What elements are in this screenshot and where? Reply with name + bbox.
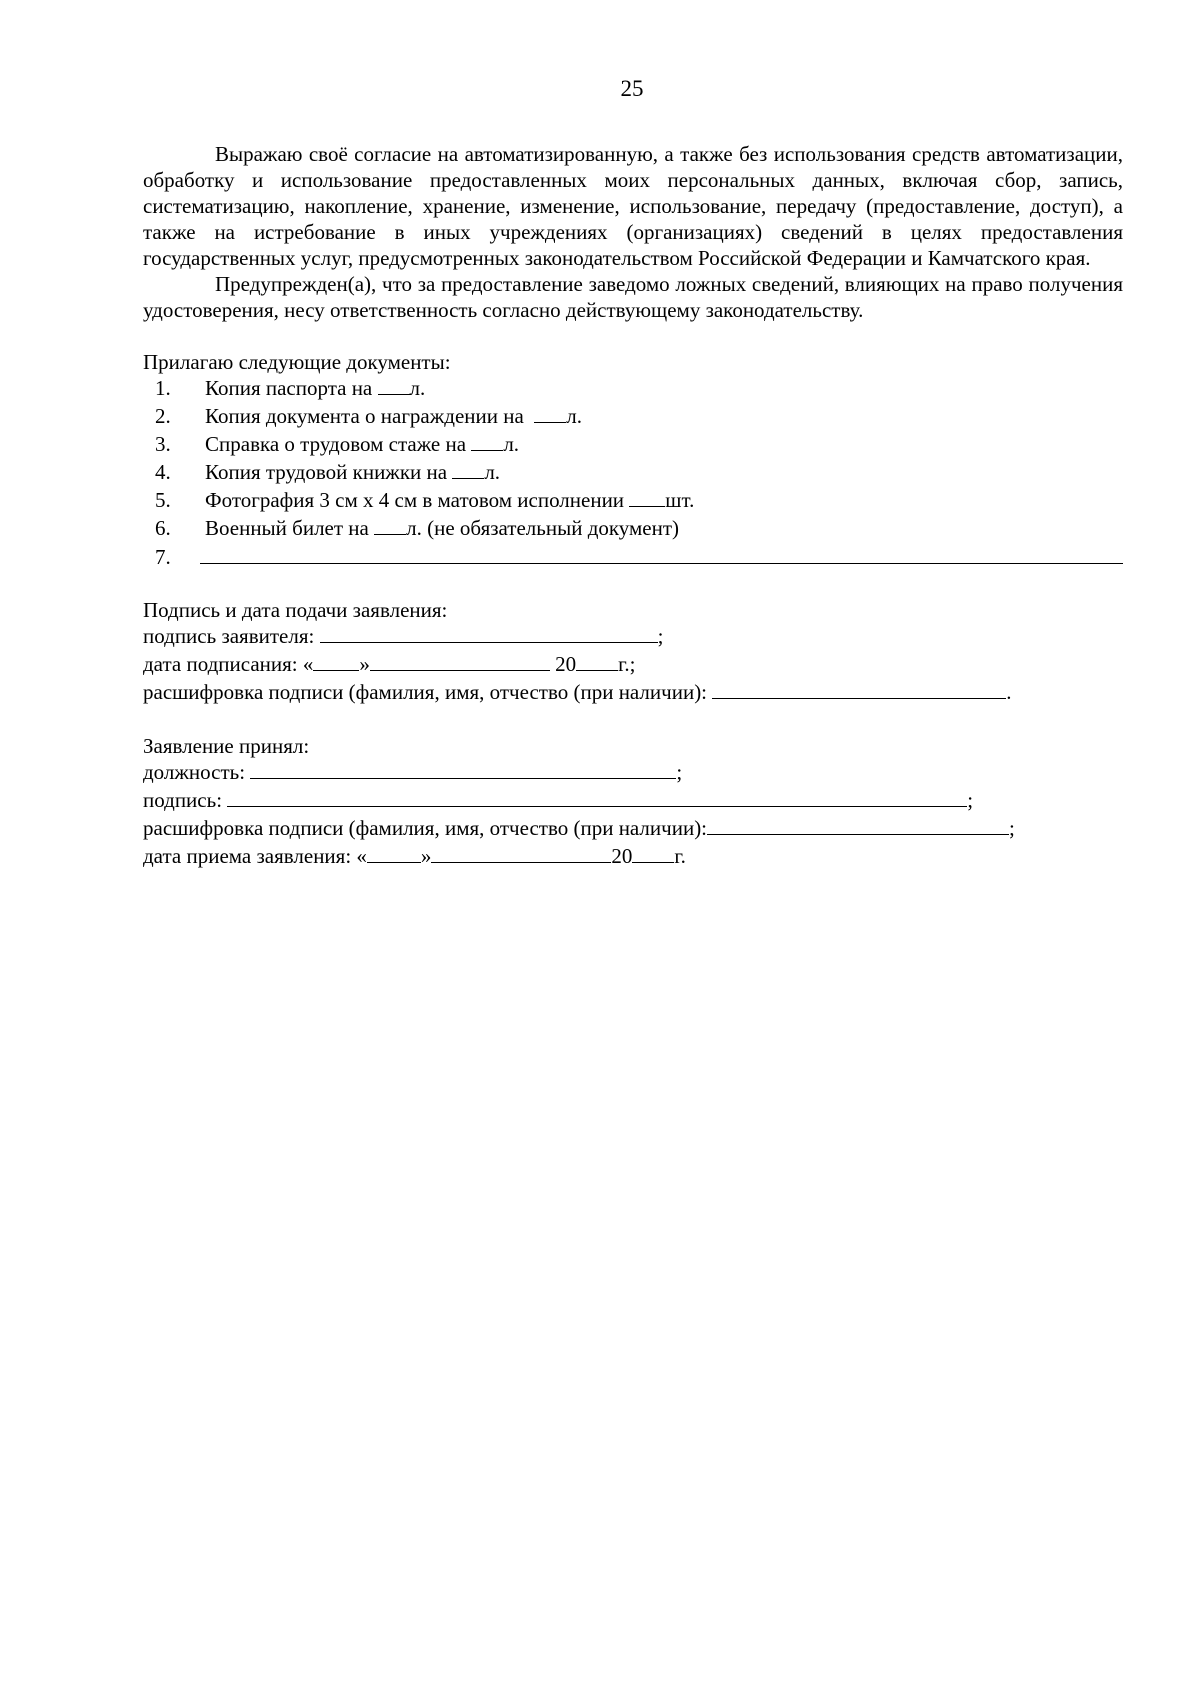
line-end-punctuation: ;: [967, 788, 974, 812]
date-quote-close: »: [359, 652, 370, 676]
list-item-number: 5.: [155, 488, 171, 512]
receiver-position-field[interactable]: [250, 760, 676, 779]
list-item-text: Копия документа о награждении на: [205, 404, 535, 428]
line-end-punctuation: .: [1006, 680, 1012, 704]
receiver-heading: Заявление принял:: [143, 734, 310, 758]
signing-day-field[interactable]: [313, 652, 359, 671]
receiver-position-label: должность:: [143, 760, 251, 784]
list-item-number: 2.: [155, 404, 171, 428]
attachments-heading: Прилагаю следующие документы:: [143, 350, 451, 374]
receipt-year-field[interactable]: [632, 844, 674, 863]
pages-blank-field[interactable]: [452, 460, 484, 479]
receiver-position-line: [143, 759, 1123, 787]
applicant-signature-field[interactable]: [320, 624, 658, 643]
applicant-signature-label: подпись заявителя:: [143, 624, 320, 648]
list-item-number: 3.: [155, 432, 171, 456]
list-item-number: 4.: [155, 460, 171, 484]
list-item-unit: л.: [409, 376, 426, 400]
pages-blank-field[interactable]: [374, 516, 406, 535]
line-end-punctuation: ;: [657, 624, 664, 648]
receiver-signature-field[interactable]: [227, 788, 967, 807]
list-item-text: Фотография 3 см х 4 см в матовом исполнении: [205, 488, 630, 512]
receiver-decode-label: расшифровка подписи (фамилия, имя, отчество (при наличии):: [143, 816, 708, 840]
list-item: [143, 375, 1123, 403]
list-item: [143, 515, 1123, 543]
list-item-text: Справка о трудовом стаже на: [205, 432, 472, 456]
receiver-signature-label: подпись:: [143, 788, 228, 812]
list-item-number: 1.: [155, 376, 171, 400]
list-item-text: Копия трудовой книжки на: [205, 460, 453, 484]
list-item-unit: л. (не обязательный документ): [406, 516, 680, 540]
signing-date-line: [143, 651, 1123, 679]
signing-date-label: дата подписания: «: [143, 652, 314, 676]
list-item: [143, 487, 1123, 515]
receipt-date-line: [143, 843, 1123, 871]
applicant-decode-line: [143, 679, 1123, 707]
date-year-prefix: 20: [549, 652, 577, 676]
applicant-decode-field[interactable]: [712, 680, 1006, 699]
list-item: [143, 543, 1123, 571]
applicant-signature-line: [143, 623, 1123, 651]
receiver-decode-field[interactable]: [707, 816, 1009, 835]
date-end-text: г.;: [618, 652, 636, 676]
list-item-text: Копия паспорта на: [205, 376, 378, 400]
list-item-number: 6.: [155, 516, 171, 540]
signing-year-field[interactable]: [576, 652, 618, 671]
line-end-punctuation: ;: [676, 760, 683, 784]
attachments-list: [143, 375, 1123, 571]
applicant-signature-heading: Подпись и дата подачи заявления:: [143, 598, 448, 622]
line-end-punctuation: ;: [1009, 816, 1015, 840]
list-item-text: Военный билет на: [205, 516, 375, 540]
pages-blank-field[interactable]: [471, 432, 503, 451]
other-document-blank-field[interactable]: [200, 543, 1123, 564]
date-end-text: г.: [674, 844, 686, 868]
list-item: [143, 459, 1123, 487]
list-item-unit: л.: [503, 432, 520, 456]
date-year-prefix: 20: [611, 844, 633, 868]
list-item: [143, 431, 1123, 459]
list-item-unit: шт.: [665, 488, 695, 512]
count-blank-field[interactable]: [629, 488, 665, 507]
date-quote-close: »: [420, 844, 432, 868]
list-item-unit: л.: [484, 460, 501, 484]
applicant-decode-label: расшифровка подписи (фамилия, имя, отчество (при наличии):: [143, 680, 713, 704]
consent-paragraph: Выражаю своё согласие на автоматизированную, а также без использования средств автоматизации, обработку и использование предоставленных моих персональных данных, включая сбор, запись, систематизацию, накопление, хранение, изменение, использование, передачу (предоставление, доступ), а также на истребование в иных учреждениях (организациях) сведений в целях предоставления государственных услуг, предусмотренных законодательством Российской Федерации и Камчатского края.: [143, 142, 1123, 270]
receiver-decode-line: [143, 815, 1123, 843]
signing-month-field[interactable]: [370, 652, 550, 671]
receiver-signature-line: [143, 787, 1123, 815]
list-item-unit: л.: [566, 404, 583, 428]
list-item: [143, 403, 1123, 431]
warning-paragraph: Предупрежден(а), что за предоставление заведомо ложных сведений, влияющих на право получения удостоверения, несу ответственность согласно действующему законодательству.: [143, 272, 1123, 322]
receipt-day-field[interactable]: [367, 844, 421, 863]
page-number: 25: [620, 76, 644, 101]
document-body: [143, 141, 1123, 871]
receipt-month-field[interactable]: [431, 844, 611, 863]
pages-blank-field[interactable]: [378, 376, 410, 395]
receipt-date-label: дата приема заявления: «: [143, 844, 367, 868]
pages-blank-field[interactable]: [534, 404, 566, 423]
list-item-number: 7.: [155, 545, 171, 569]
